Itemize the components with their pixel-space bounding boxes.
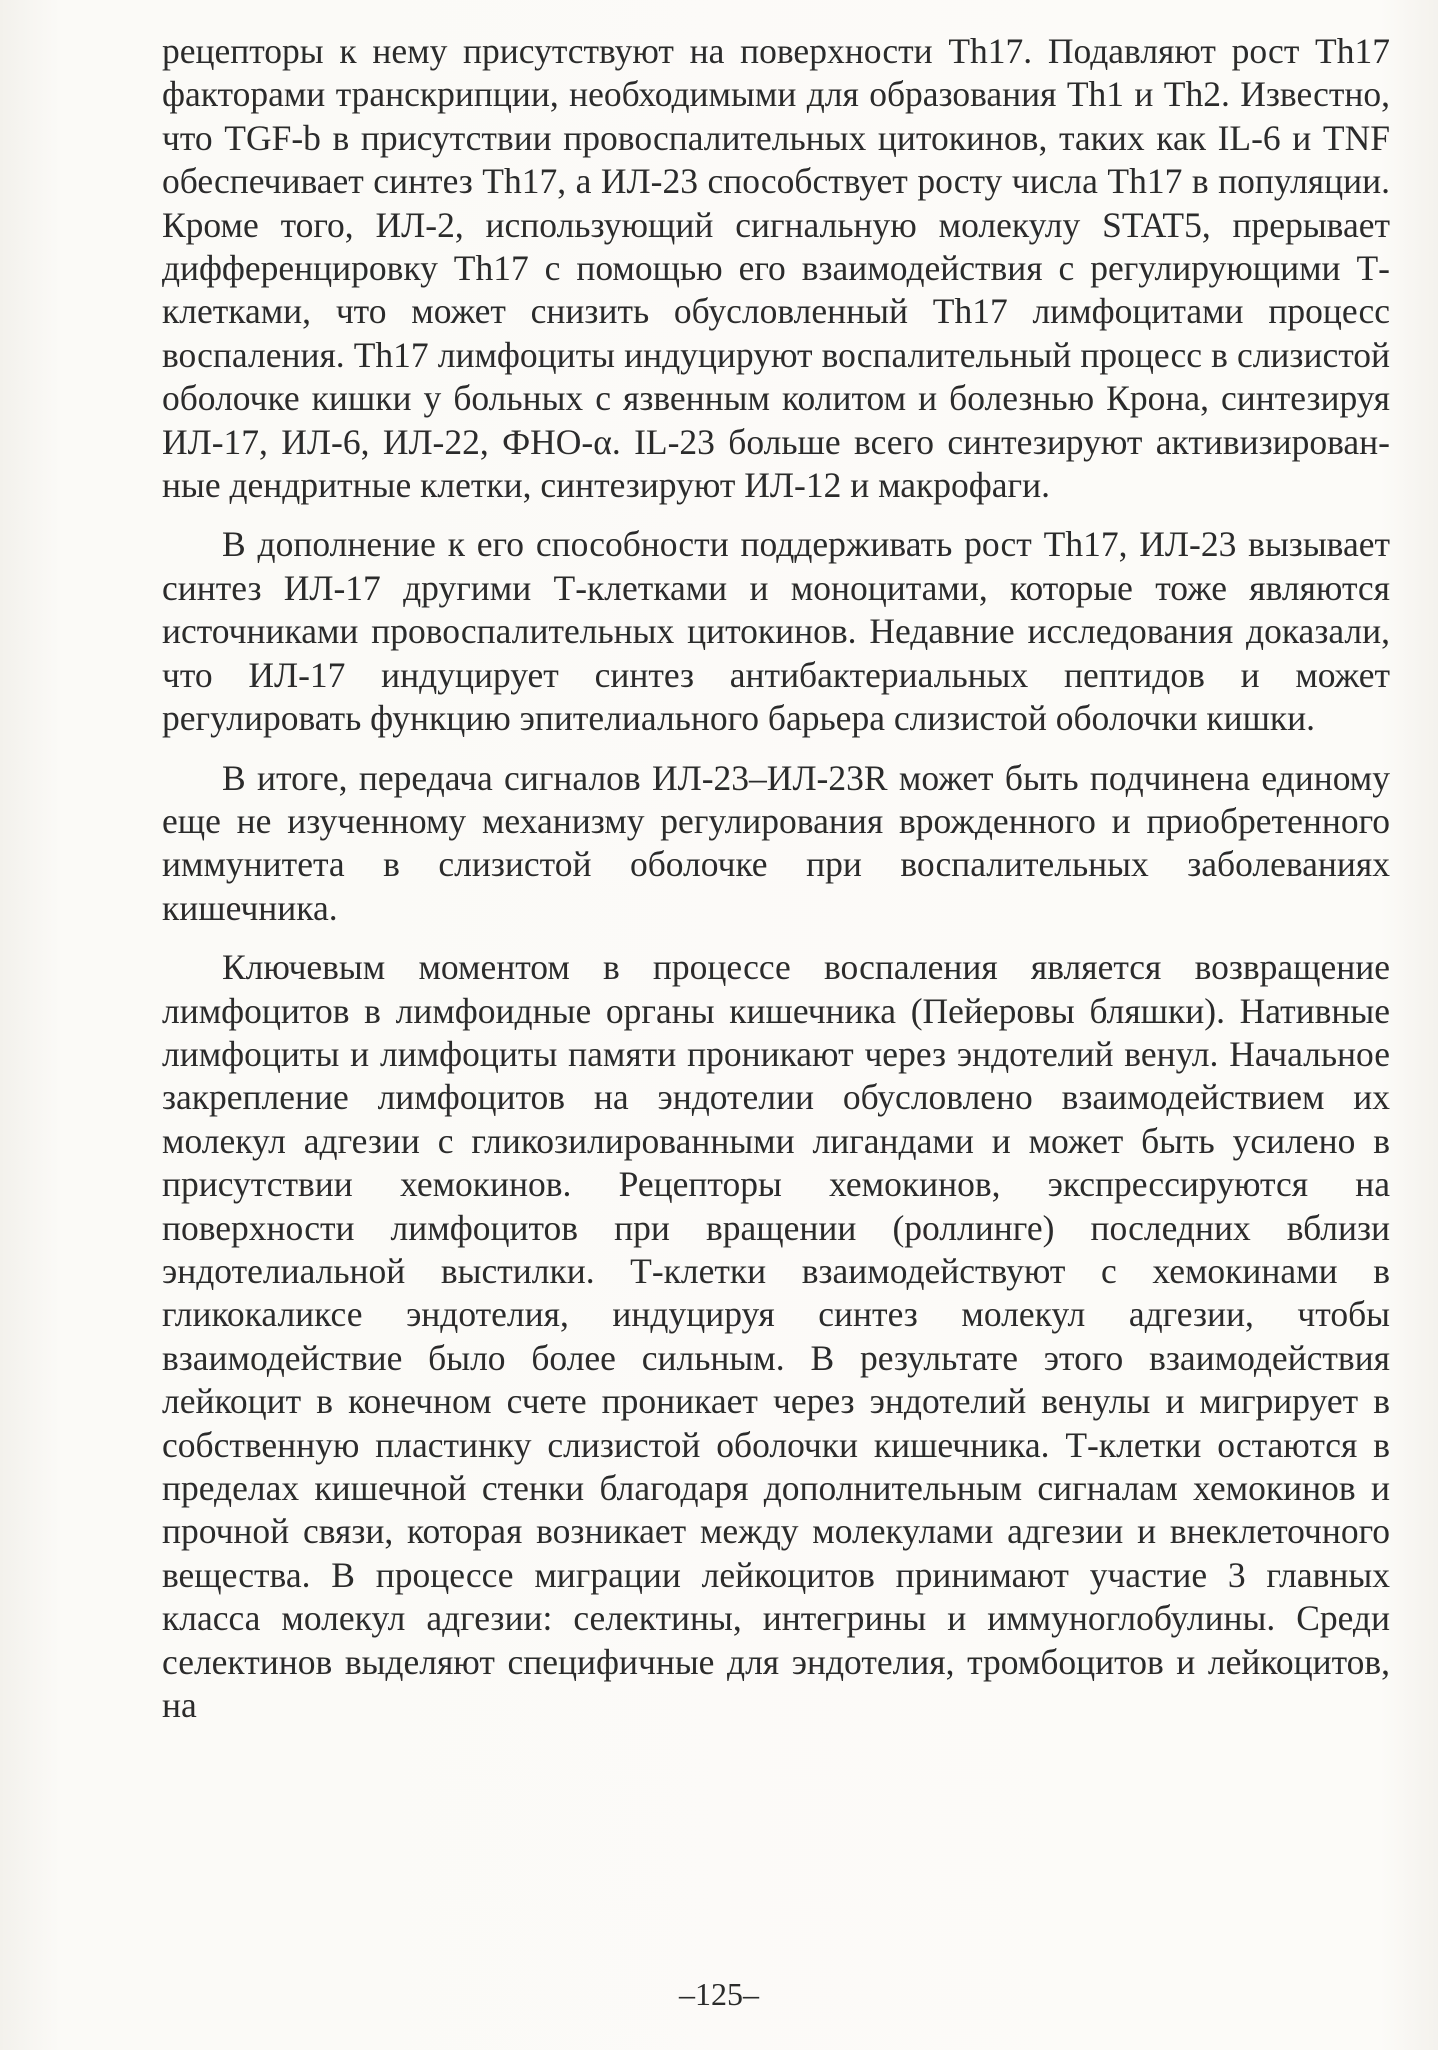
- paragraph-summary: В итоге, передача сигналов ИЛ-23–ИЛ-23R может быть подчинена единому еще не изученному механизму регулирования врожденного и приобретенного иммунитета в слизистой оболочке при воспалительных заболеваниях кишечника.: [162, 757, 1390, 928]
- paragraph-il23-th17: В дополнение к его способности поддерживать рост Th17, ИЛ-23 вызывает синтез ИЛ-17 другими Т-клетками и моноцитами, которые тоже являются источниками провоспалительных цитокинов. Недавние исследования доказали, что ИЛ-17 индуцирует синтез антибактериальных пептидов и может регулировать функцию эпителиального барьера слизистой оболочки кишки.: [162, 524, 1390, 739]
- page-number: –125–: [679, 1976, 759, 2012]
- paragraph-lymphocyte-homing: Ключевым моментом в процессе воспаления является возвращение лимфоцитов в лимфоидные органы кишечника (Пейеровы бляшки). Нативные лимфоциты и лимфоциты памяти проникают через эндотелий венул. Начальное закрепление лимфоцитов на эндотелии обусловлено взаимодействием их молекул адгезии с гликозилированными лигандами и может быть усилено в присутствии хемокинов. Рецепторы хемокинов, экспрессируются на поверхности лимфоцитов при вращении (роллинге) последних вблизи эндотелиальной выстилки. Т-клетки взаимодействуют с хемокинами в гликокаликсе эндотелия, индуцируя синтез молекул адгезии, чтобы взаимодействие было более сильным. В результате этого взаимодействия лейкоцит в конечном счете проникает через эндотелий венулы и мигрирует в собственную пластинку слизистой оболочки кишечника. Т-клетки остаются в пределах кишечной стенки благодаря дополнительным сигналам хемокинов и прочной связи, которая возникает между молекулами адгезии и внеклеточного вещества. В процессе миграции лейкоцитов принимают участие 3 главных класса молекул адгезии: селектины, интегрины и иммуноглобулины. Среди селектинов выделяют специфичные для эндотелия, тромбоцитов и лейкоцитов, на: [162, 947, 1390, 1726]
- body-text: [162, 30, 1390, 1727]
- paragraph-continuation: рецепторы к нему присутствуют на поверхности Th17. Подавляют рост Th17 факторами транскрипции, необходимыми для образования Th1 и Th2. Известно, что TGF-b в присутствии провоспалительных цитокинов, таких как IL-6 и TNF обеспечивает синтез Th17, а ИЛ-23 способствует росту числа Th17 в популяции. Кроме того, ИЛ-2, использующий сигнальную молекулу STAT5, прерывает дифференцировку Th17 с помощью его взаимодействия с регулирующими Т-клетками, что может снизить обусловленный Th17 лимфоцитами процесс воспаления. Th17 лимфоциты индуцируют воспалительный процесс в слизистой оболочке кишки у больных с язвенным колитом и болезнью Крона, синтезируя ИЛ-17, ИЛ-6, ИЛ-22, ФНО-α. IL-23 больше всего синтезируют активизированные дендритные клетки, синтезируют ИЛ-12 и макрофаги.: [162, 31, 1390, 506]
